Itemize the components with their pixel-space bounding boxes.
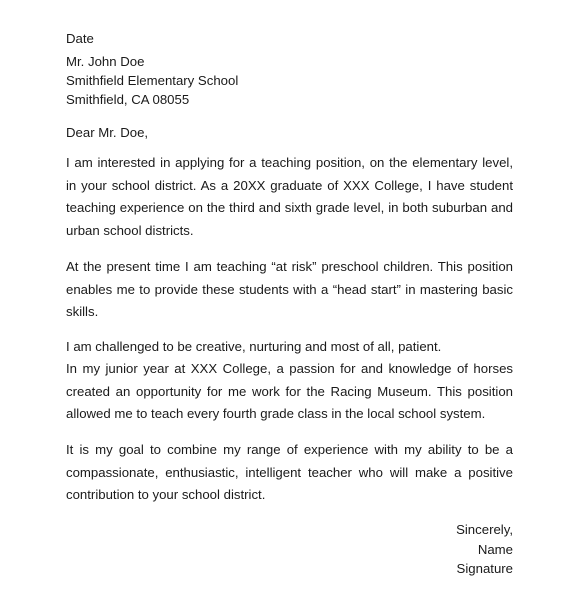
paragraph-current-position: At the present time I am teaching “at risk” preschool children. This position enables me to provide these students with a “head start” in mastering basic skills. (66, 259, 513, 320)
closing-valediction: Sincerely, (456, 522, 513, 537)
paragraph-junior-year: In my junior year at XXX College, a passion for and knowledge of horses created an opportunity for me work for the Racing Museum. This position allowed me to teach every fourth grade class in the local school system. (66, 361, 513, 421)
paragraph-interest: I am interested in applying for a teaching position, on the elementary level, in your school district. As a 20XX graduate of XXX College, I have student teaching experience on the third and sixth grade level, in both suburban and urban school districts. (66, 155, 513, 239)
closing-signature: Signature (456, 561, 513, 576)
salutation: Dear Mr. Doe, (66, 125, 149, 140)
closing-name: Name (477, 542, 513, 557)
paragraph-challenge: I am challenged to be creative, nurturing and most of all, patient. (66, 339, 442, 354)
paragraph-goal: It is my goal to combine my range of experience with my ability to be a compassionate, enthusiastic, intelligent teacher who will make a positive contribution to your school district. (66, 442, 513, 503)
recipient-name: Mr. John Doe (66, 54, 145, 69)
recipient-school: Smithfield Elementary School (66, 73, 239, 88)
letter-date: Date (66, 31, 94, 46)
recipient-address: Smithfield, CA 08055 (66, 92, 190, 107)
